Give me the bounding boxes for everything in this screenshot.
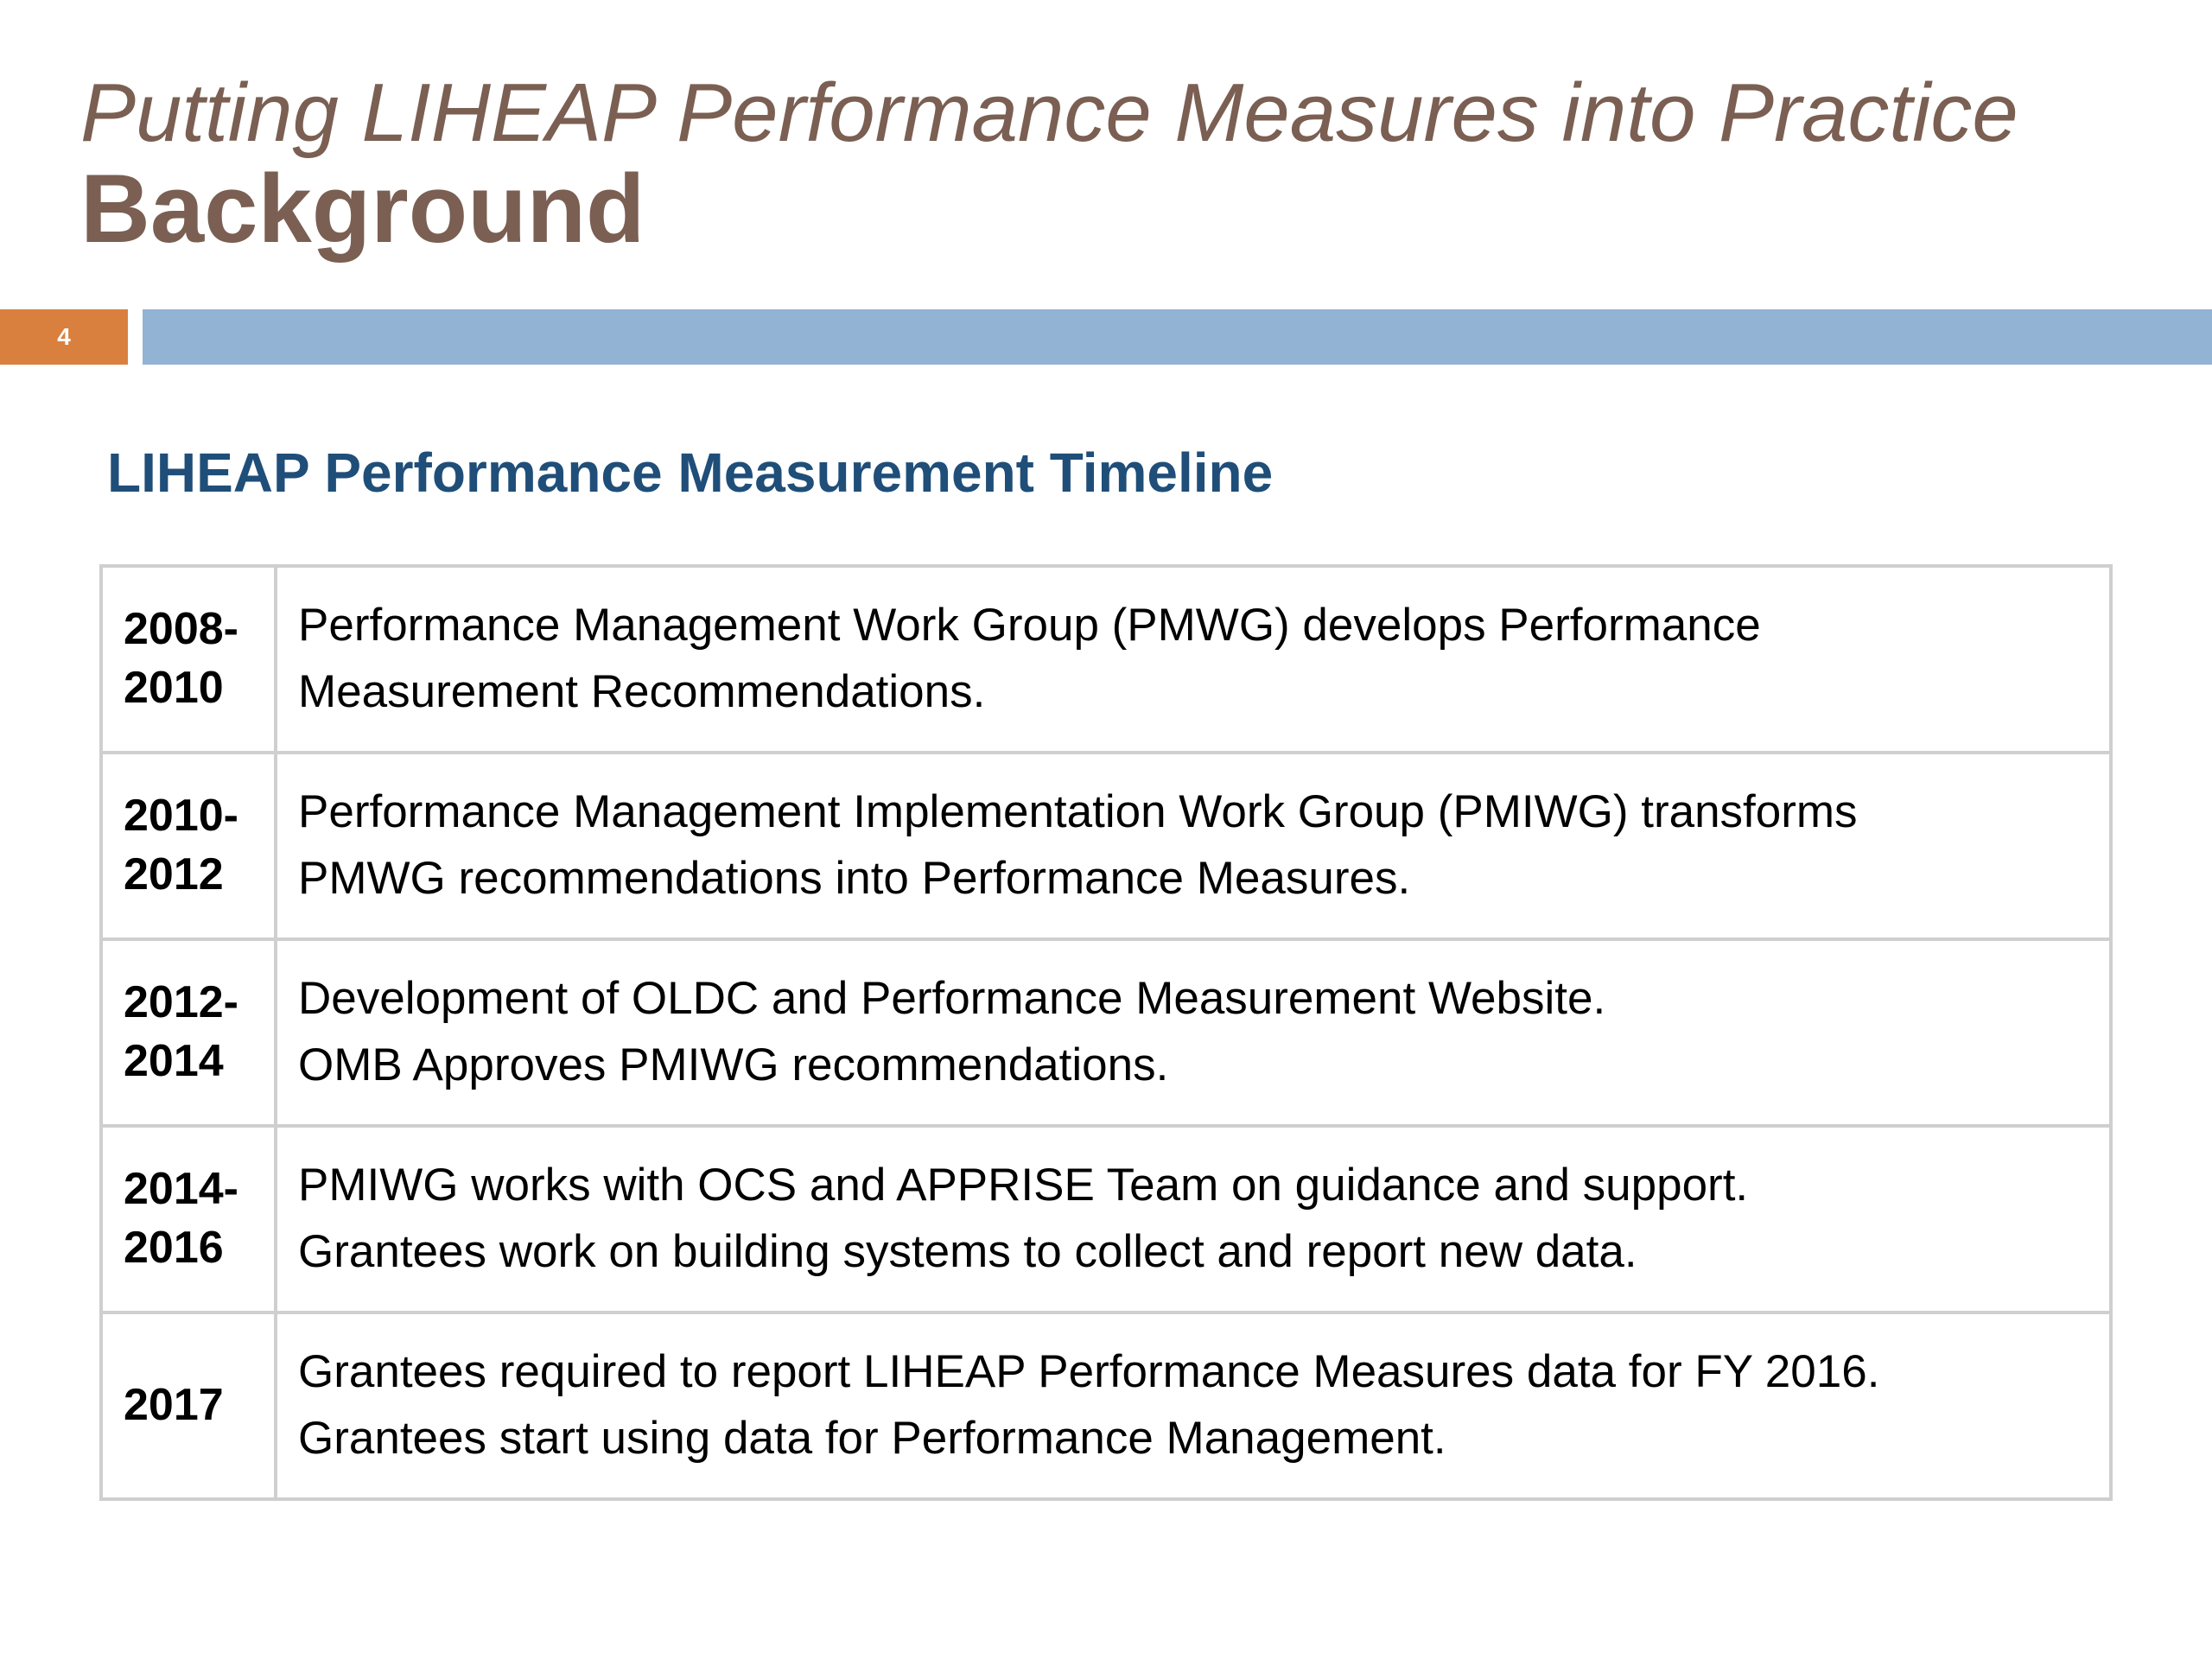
year-cell (101, 753, 276, 939)
description-text: Measurement Recommendations. (298, 666, 986, 717)
table-row (101, 939, 2111, 1126)
table-row (101, 566, 2111, 753)
description-text: Performance Management Implementation Work Group (PMIWG) transforms (298, 786, 1858, 838)
description-text: Grantees work on building systems to collect and report new data. (298, 1226, 1637, 1277)
description-cell (276, 1126, 2111, 1313)
year-cell (101, 1313, 276, 1499)
section-heading: LIHEAP Performance Measurement Timeline (107, 442, 1274, 504)
year-text: 2014- (124, 1164, 238, 1215)
table-row (101, 1126, 2111, 1313)
year-text: 2017 (124, 1380, 224, 1431)
slide-subtitle: Background (80, 155, 645, 263)
description-text: PMWG recommendations into Performance Measures. (298, 853, 1411, 904)
slide-title: Putting LIHEAP Performance Measures into Practice (80, 67, 2018, 159)
description-text: Grantees required to report LIHEAP Performance Measures data for FY 2016. (298, 1346, 1880, 1398)
description-cell (276, 1313, 2111, 1499)
table-row (101, 753, 2111, 939)
year-text: 2014 (124, 1036, 224, 1086)
header-accent-bar (143, 309, 2212, 365)
description-text: Grantees start using data for Performance Management. (298, 1413, 1446, 1464)
timeline-table (99, 564, 2113, 1501)
description-text: PMIWG works with OCS and APPRISE Team on guidance and support. (298, 1160, 1749, 1211)
year-text: 2008- (124, 604, 238, 655)
slide-number: 4 (0, 309, 128, 365)
description-cell (276, 566, 2111, 753)
year-cell (101, 939, 276, 1126)
description-cell (276, 753, 2111, 939)
year-cell (101, 1126, 276, 1313)
description-text: OMB Approves PMIWG recommendations. (298, 1039, 1169, 1090)
description-text: Development of OLDC and Performance Measurement Website. (298, 973, 1606, 1025)
description-cell (276, 939, 2111, 1126)
year-text: 2012 (124, 849, 224, 899)
year-cell (101, 566, 276, 753)
year-text: 2016 (124, 1223, 224, 1273)
table-row (101, 1313, 2111, 1499)
year-text: 2010 (124, 663, 224, 713)
description-text: Performance Management Work Group (PMWG) develops Performance (298, 600, 1761, 652)
year-text: 2012- (124, 977, 238, 1028)
year-text: 2010- (124, 791, 238, 842)
